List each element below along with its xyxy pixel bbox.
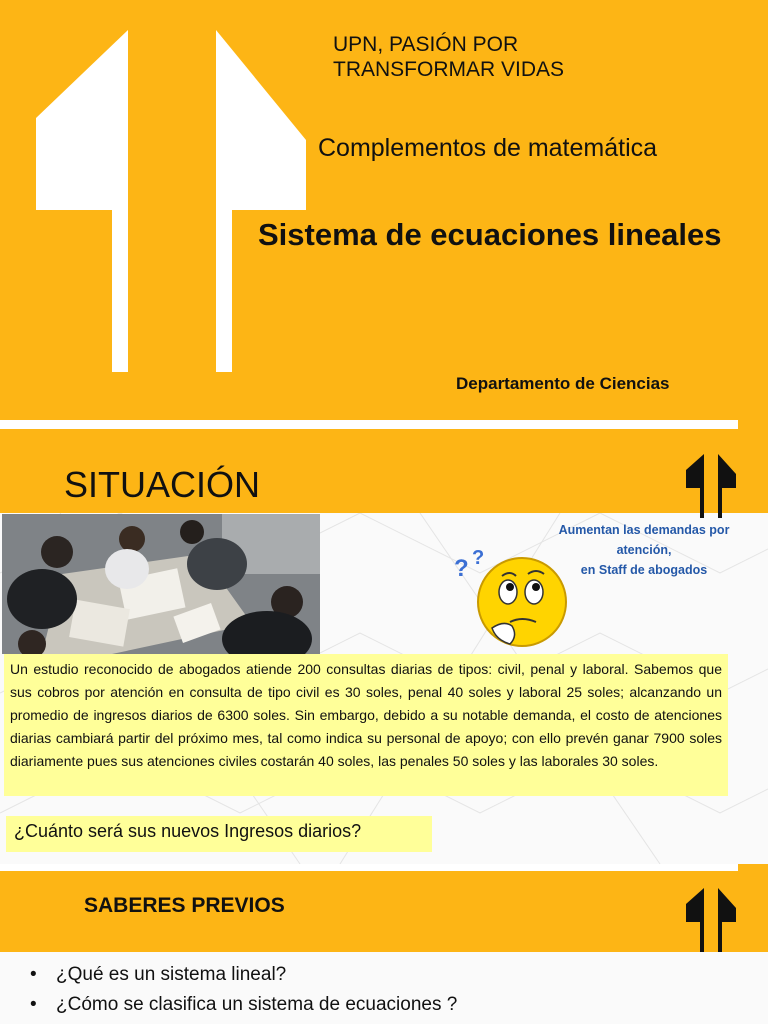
- upn-arrow-logo-icon: [686, 888, 736, 952]
- callout-line-1: Aumentan las demandas por atención,: [558, 523, 730, 557]
- upn-arrow-logo-icon: [686, 454, 736, 518]
- title-slide: [0, 0, 768, 420]
- situation-title: SITUACIÓN: [64, 464, 261, 505]
- situation-slide: [0, 420, 768, 864]
- list-item: • ¿Cómo se clasifica un sistema de ecuaciones ?: [30, 990, 457, 1020]
- thinking-smiley-icon: [452, 540, 572, 652]
- demand-callout: [546, 520, 742, 580]
- tagline-line-2: TRANSFORMAR VIDAS: [333, 58, 565, 81]
- problem-statement: Un estudio reconocido de abogados atiende 200 consultas diarias de tipos: civil, penal y laboral. Sabemos que sus cobros por atención en consulta de tipo civil es 30 soles, penal 40 soles y laboral 25 soles; alcanzando un promedio de ingresos diarios de 6300 soles. Sin embargo, debido a su notable demanda, el costo de atenciones diarias cambiará partir del próximo mes, tal como indica su personal de apoyo; con ello prevén ganar 7900 soles diariamente pues sus atenciones civiles costarán 40 soles, las penales 50 soles y las laborales 30 soles.: [4, 654, 728, 796]
- upn-arrow-logo-icon: [36, 30, 306, 372]
- department-label: Departamento de Ciencias: [456, 374, 670, 393]
- lawyers-meeting-photo: [2, 514, 320, 654]
- tagline-line-1: UPN, PASIÓN POR: [333, 33, 519, 56]
- problem-question: ¿Cuánto será sus nuevos Ingresos diarios?: [6, 816, 432, 852]
- prior-knowledge-title: SABERES PREVIOS: [84, 894, 285, 917]
- upn-tagline: [333, 32, 564, 82]
- svg-text:?: ?: [472, 547, 485, 569]
- list-item: • ¿Qué es un sistema lineal?: [30, 960, 457, 990]
- prior-knowledge-slide: [0, 864, 768, 1024]
- slide-top-strip: [0, 420, 738, 429]
- topic-title: Sistema de ecuaciones lineales: [258, 217, 722, 252]
- slide-top-strip: [0, 864, 738, 871]
- svg-text:?: ?: [454, 555, 469, 582]
- question-list: [30, 960, 457, 1020]
- callout-line-2: en Staff de abogados: [580, 563, 708, 577]
- subject-title: Complementos de matemática: [318, 134, 658, 162]
